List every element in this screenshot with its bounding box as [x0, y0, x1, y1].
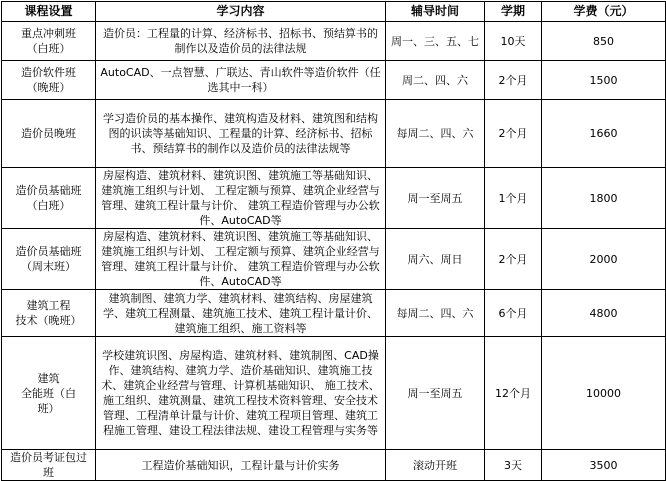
course-time: 周二、四、六: [386, 61, 485, 100]
course-time: 每周二、四、六: [386, 100, 485, 168]
course-name: 造价员基础班 （周末班）: [2, 229, 96, 290]
course-term: 10天: [485, 22, 542, 61]
course-table: [1, 1, 666, 481]
course-name: 重点冲刺班 （白班）: [2, 22, 96, 61]
course-fee: 1660: [542, 100, 666, 168]
course-term: 1个月: [485, 168, 542, 229]
course-term: 2个月: [485, 100, 542, 168]
table-row: [2, 22, 666, 61]
course-content: 工程造价基础知识，工程计量与计价实务: [96, 450, 386, 481]
table-row: [2, 100, 666, 168]
header-content: 学习内容: [96, 2, 386, 22]
course-content: 建筑制图、建筑力学、建筑材料、建筑结构、房屋建筑学、建筑工程测量、建筑施工技术、建筑工程计量计价、建筑施工组织、施工资料等: [96, 290, 386, 337]
course-term: 12个月: [485, 337, 542, 450]
course-term: 2个月: [485, 229, 542, 290]
header-row: [2, 2, 666, 22]
course-content: AutoCAD、一点智慧、广联达、青山软件等造价软件（任选其中一科）: [96, 61, 386, 100]
course-content: 房屋构造、建筑材料、建筑识图、建筑施工等基础知识、建筑施工组织与计划、 工程定额与预算、建筑企业经营与管理、建筑工程计量与计价、 建筑工程造价管理与办公软件、AutoCAD等: [96, 229, 386, 290]
course-name: 造价员基础班 （白班）: [2, 168, 96, 229]
table-row: [2, 61, 666, 100]
course-content: 学习造价员的基本操作、建筑构造及材料、建筑图和结构图的识读等基础知识、工程量的计算、经济标书、招标书、预结算书的制作以及造价员的法律法规等: [96, 100, 386, 168]
course-name: 建筑 全能班（白 班）: [2, 337, 96, 450]
course-term: 6个月: [485, 290, 542, 337]
course-content: 房屋构造、建筑材料、建筑识图、建筑施工等基础知识、建筑施工组织与计划、 工程定额与预算、建筑企业经营与管理、建筑工程计量与计价、 建筑工程造价管理与办公软件、AutoCAD等: [96, 168, 386, 229]
course-time: 周一至周五: [386, 168, 485, 229]
course-name: 造价员晚班: [2, 100, 96, 168]
course-fee: 1500: [542, 61, 666, 100]
course-time: 周一至周五: [386, 337, 485, 450]
table-row: [2, 290, 666, 337]
course-term: 2个月: [485, 61, 542, 100]
header-time: 辅导时间: [386, 2, 485, 22]
table-row: [2, 229, 666, 290]
course-fee: 4800: [542, 290, 666, 337]
header-course: 课程设置: [2, 2, 96, 22]
header-fee: 学费（元）: [542, 2, 666, 22]
course-fee: 1800: [542, 168, 666, 229]
course-time: 周一、三、五、七: [386, 22, 485, 61]
course-time: 周六、周日: [386, 229, 485, 290]
course-name: 造价员考证包过班: [2, 450, 96, 481]
course-fee: 2000: [542, 229, 666, 290]
course-content: 造价员：工程量的计算、经济标书、招标书、预结算书的制作以及造价员的法律法规: [96, 22, 386, 61]
table-row: [2, 337, 666, 450]
course-name: 造价软件班 （晚班）: [2, 61, 96, 100]
course-time: 滚动开班: [386, 450, 485, 481]
table-row: [2, 168, 666, 229]
course-time: 每周二、四、六: [386, 290, 485, 337]
course-fee: 10000: [542, 337, 666, 450]
course-name: 建筑工程 技术（晚班）: [2, 290, 96, 337]
header-term: 学期: [485, 2, 542, 22]
course-term: 3天: [485, 450, 542, 481]
course-fee: 3500: [542, 450, 666, 481]
table-row: [2, 450, 666, 481]
course-content: 学校建筑识图、房屋构造、建筑材料、建筑制图、CAD操作、建筑结构、建筑力学、造价基础知识、建筑施工技术、建筑企业经营与管理、计算机基础知识、 施工技术、施工组织、建筑测量、建筑工程技术资料管理、安全技术管理、工程清单计量与计价、建筑工程项目管理、建筑工程施工管理、建设工程法律法规、建设工程管理与实务等: [96, 337, 386, 450]
course-fee: 850: [542, 22, 666, 61]
